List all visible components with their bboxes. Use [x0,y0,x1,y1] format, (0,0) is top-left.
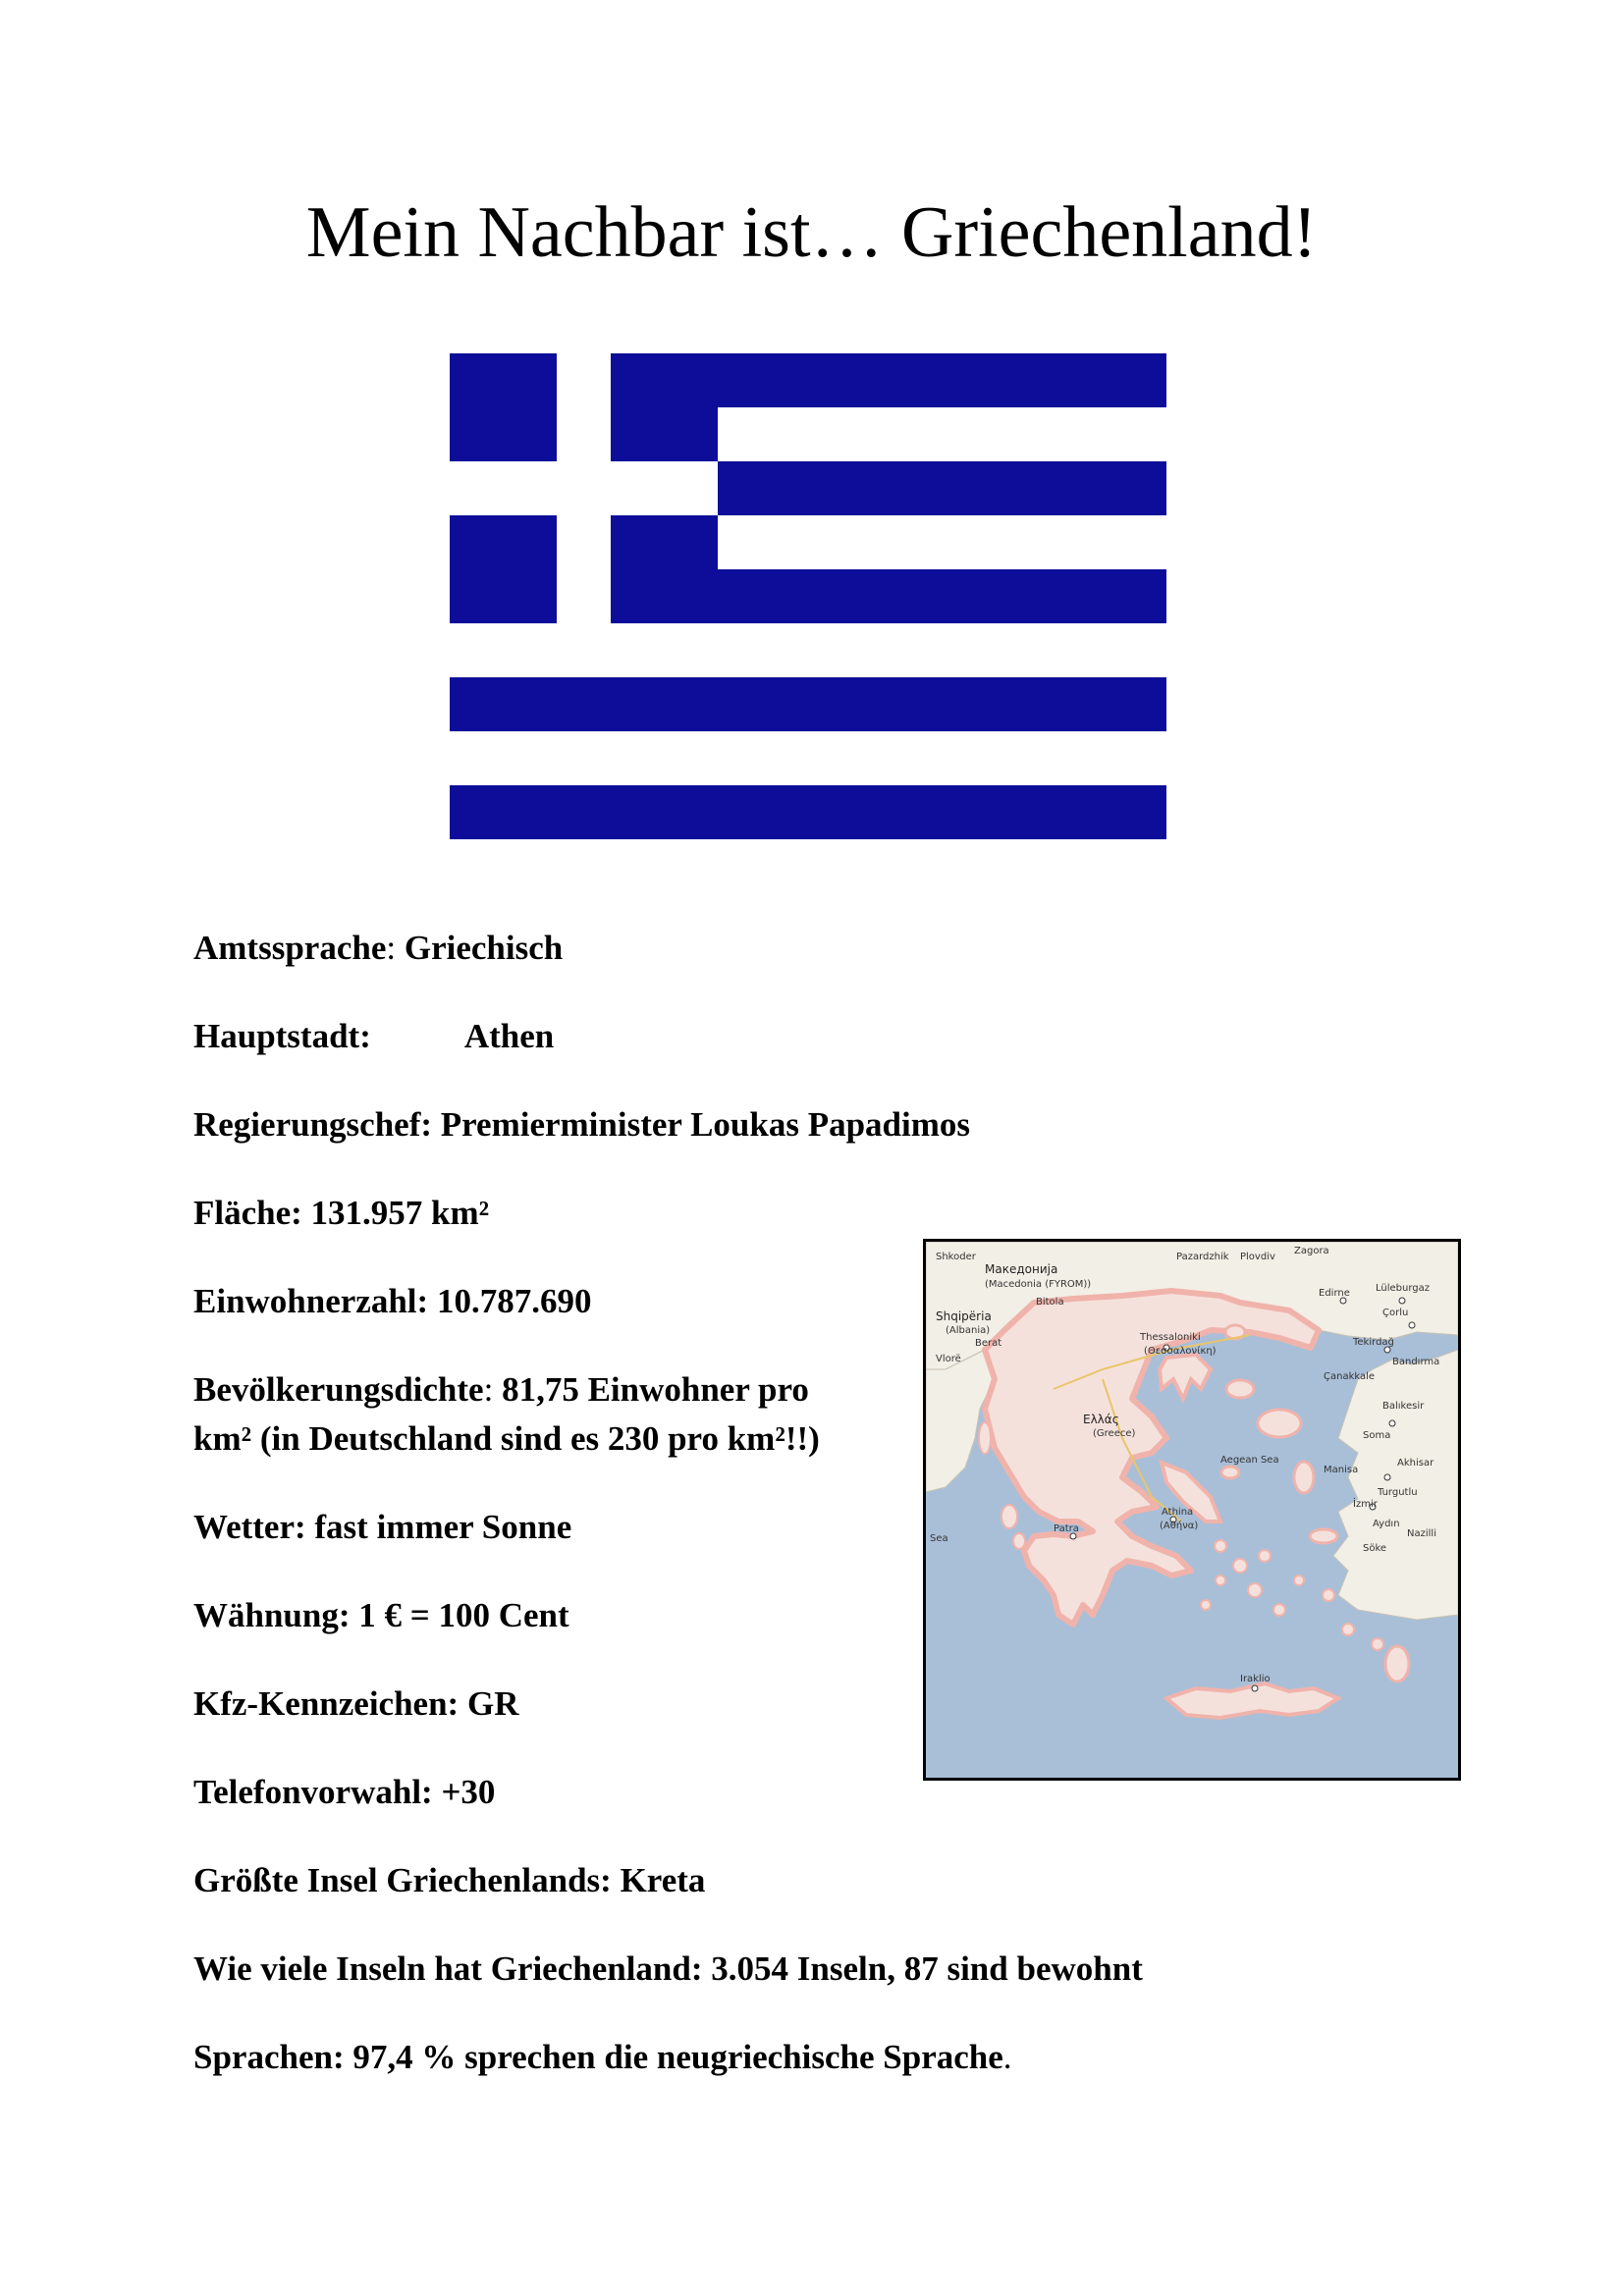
fact-insel [193,1855,705,1906]
map-label-corlu: Çorlu [1382,1308,1409,1318]
map-label-fyrom: (Macedonia (FYROM)) [985,1279,1092,1290]
greece-map-svg [926,1242,1458,1778]
map-island-lemnos [1226,1380,1254,1398]
map-label-athina-gr: (Αθήνα) [1160,1521,1199,1531]
fact-wetter-label: Wetter: [193,1508,306,1546]
map-label-balikesir: Balıkesir [1382,1401,1425,1412]
map-island-chios [1294,1462,1314,1493]
flag-stripe-7 [450,677,1166,731]
fact-insel-label: Größte Insel Griechenlands: [193,1861,612,1899]
fact-dichte-label: Bevölkerungsdichte [193,1370,484,1409]
map-label-aydin: Aydın [1373,1519,1400,1529]
fact-dichte [193,1364,809,1415]
fact-einwohnerzahl [193,1276,591,1327]
fact-flaeche-label: Fläche: [193,1194,302,1232]
fact-flaeche [193,1188,489,1239]
fact-amtssprache-colon: : [386,929,397,967]
map-label-soma: Soma [1363,1430,1391,1441]
map-label-greece: (Greece) [1093,1428,1136,1439]
map-label-akhisar: Akhisar [1397,1458,1434,1468]
fact-telefon [193,1767,495,1818]
map-island-lesbos [1258,1410,1301,1437]
map-label-manisa: Manisa [1324,1465,1359,1475]
fact-einwohnerzahl-label: Einwohnerzahl: [193,1282,429,1320]
map-label-athina: Athina [1162,1507,1194,1518]
map-label-berat: Berat [975,1338,1002,1349]
fact-inseln-value: 3.054 Inseln, 87 sind bewohnt [702,1949,1143,1988]
map-label-shqiperia: Shqipëria [936,1309,992,1323]
fact-hauptstadt-label: Hauptstadt: [193,1017,371,1055]
fact-dichte-colon: : [483,1370,494,1409]
fact-amtssprache [193,923,563,974]
map-label-plovdiv: Plovdiv [1240,1252,1275,1262]
map-label-albania: (Albania) [946,1325,991,1336]
map-island-samos [1310,1529,1337,1543]
fact-wetter [193,1502,571,1553]
greek-flag [450,353,1166,839]
fact-waehrung-label: Wähnung: [193,1596,351,1634]
fact-telefon-label: Telefonvorwahl: [193,1773,433,1811]
map-label-tekirdag: Tekirdağ [1353,1337,1394,1348]
map-label-skopje: Shkoder [936,1252,976,1262]
fact-sprachen [193,2032,1012,2083]
map-label-thessaloniki: Thessaloniki [1140,1332,1201,1343]
map-label-soke: Söke [1363,1543,1387,1554]
map-label-nazilli: Nazilli [1407,1528,1436,1539]
fact-inseln [193,1944,1143,1995]
map-label-sea: Sea [930,1533,948,1544]
flag-cross-horizontal [450,461,718,515]
fact-flaeche-value: 131.957 km² [301,1194,490,1232]
map-label-vlore: Vlorë [936,1354,961,1364]
fact-regierungschef-value: Premierminister Loukas Papadimos [432,1105,971,1144]
fact-wetter-value: fast immer Sonne [305,1508,572,1546]
fact-einwohnerzahl-value: 10.787.690 [428,1282,592,1320]
fact-regierungschef-label: Regierungschef: [193,1105,433,1144]
fact-waehrung-value: 1 € = 100 Cent [350,1596,569,1634]
map-label-bitola: Bitola [1036,1297,1064,1308]
fact-waehrung [193,1590,569,1641]
flag-stripe-9 [450,785,1166,839]
fact-insel-value: Kreta [611,1861,706,1899]
map-label-thessaloniki-gr: (Θεσσαλονίκη) [1144,1346,1217,1357]
map-label-pazardzhik: Pazardzhik [1176,1252,1229,1262]
fact-kfz-value: GR [459,1684,519,1723]
map-label-patra: Patra [1054,1523,1079,1534]
map-label-edirne: Edirne [1319,1288,1350,1299]
map-label-canakkale: Çanakkale [1324,1371,1376,1382]
map-label-bandirma: Bandırma [1392,1357,1440,1367]
fact-amtssprache-value: Griechisch [396,929,564,967]
fact-inseln-label: Wie viele Inseln hat Griechenland: [193,1949,703,1988]
fact-kfz-label: Kfz-Kennzeichen: [193,1684,460,1723]
fact-amtssprache-label: Amtssprache [193,929,387,967]
fact-hauptstadt [193,1011,554,1062]
fact-hauptstadt-value: Athen [463,1017,555,1055]
map-label-ellas: Ελλάς [1083,1413,1119,1426]
map-label-luleburgaz: Lüleburgaz [1376,1283,1431,1294]
fact-kfz [193,1679,518,1730]
map-label-makedonija: Македонија [985,1262,1058,1276]
fact-dichte-value-1: 81,75 Einwohner pro [493,1370,809,1409]
fact-telefon-value: +30 [432,1773,496,1811]
fact-sprachen-period: . [1002,2038,1012,2076]
fact-dichte-line2 [193,1414,820,1465]
map-label-iraklio: Iraklio [1240,1674,1271,1684]
greece-map [923,1239,1461,1781]
map-island-rhodes [1385,1646,1409,1682]
fact-sprachen-label: Sprachen: [193,2038,345,2076]
fact-dichte-value-2: km² (in Deutschland sind es 230 pro km²!!) [193,1419,820,1458]
map-island-skyros [1221,1467,1239,1478]
map-label-turgutlu: Turgutlu [1378,1487,1418,1498]
map-label-izmir: İzmir [1353,1499,1378,1510]
fact-regierungschef [193,1099,970,1150]
fact-sprachen-value: 97,4 % sprechen die neugriechische Sprache [344,2038,1003,2076]
map-label-zagora: Zagora [1294,1246,1329,1256]
page-title: Mein Nachbar ist… Griechenland! [305,192,1318,273]
map-label-aegean: Aegean Sea [1220,1455,1279,1466]
